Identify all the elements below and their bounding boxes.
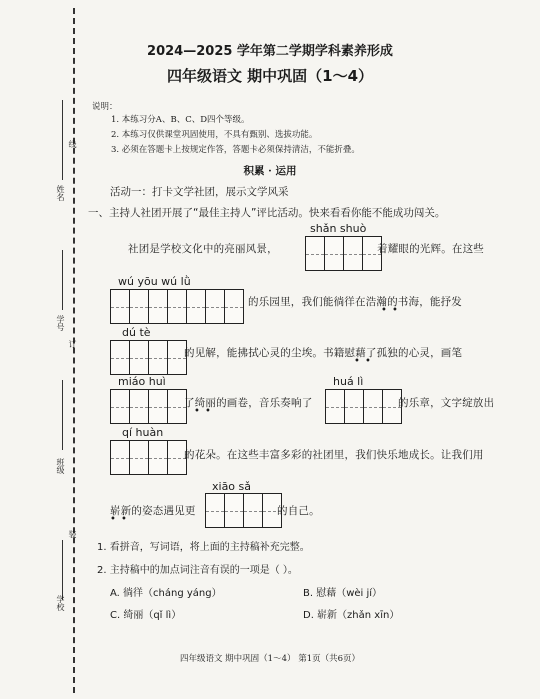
answer-grid-miaohui[interactable] xyxy=(110,389,187,424)
emphasis-dot: • xyxy=(121,514,127,525)
passage-text: 崭新的姿态遇见更 xyxy=(110,505,196,517)
passage-text: 的见解，能拂拭心灵的尘埃。书籍慰藉了孤独的心灵，画笔 xyxy=(184,347,463,359)
answer-grid-wuyouwulu[interactable] xyxy=(110,289,244,324)
emphasis-dot: • xyxy=(392,305,398,316)
option-d[interactable]: D. 崭新（zhǎn xīn） xyxy=(303,610,400,621)
pinyin-xiaosa: xiāo sǎ xyxy=(212,480,252,493)
emphasis-dot: • xyxy=(365,356,371,367)
answer-grid-qihuan[interactable] xyxy=(110,440,187,475)
emphasis-dot: • xyxy=(110,514,116,525)
margin-rule xyxy=(62,250,63,310)
margin-student-no-label: 学号 xyxy=(56,315,65,331)
margin-cut-mark: 订 xyxy=(68,340,77,348)
pinyin-dute: dú tè xyxy=(122,326,151,339)
answer-grid-shanshuo[interactable] xyxy=(305,236,382,271)
passage-text: 着耀眼的光辉。在这些 xyxy=(377,243,484,255)
passage-text: 了绮丽的画卷，音乐奏响了 xyxy=(184,397,313,409)
emphasis-dot: • xyxy=(354,356,360,367)
answer-grid-huali[interactable] xyxy=(325,389,402,424)
pinyin-wuyouwulu: wú yōu wú lǜ xyxy=(118,275,191,288)
passage-text: 的乐章，文字绽放出 xyxy=(398,397,495,409)
binding-dashed-line xyxy=(73,8,75,693)
emphasis-dot: • xyxy=(205,406,211,417)
pinyin-qihuan: qí huàn xyxy=(122,426,164,439)
question-intro: 一、主持人社团开展了“最佳主持人”评比活动。快来看看你能不能成功闯关。 xyxy=(88,207,446,219)
margin-cut-mark: 装 xyxy=(68,530,77,538)
margin-school-label: 学校 xyxy=(56,595,65,611)
margin-rule xyxy=(62,380,63,450)
pinyin-miaohui: miáo huì xyxy=(118,375,166,388)
pinyin-huali: huá lì xyxy=(333,375,364,388)
instructions-heading: 说明： xyxy=(92,102,118,112)
activity-title: 活动一：打卡文学社团，展示文学风采 xyxy=(110,186,289,198)
question-1: 1. 看拼音，写词语，将上面的主持稿补充完整。 xyxy=(97,542,310,553)
page-footer: 四年级语文 期中巩固（1～4） 第1页（共6页） xyxy=(179,654,361,664)
passage-text: 的乐园里，我们能徜徉在浩瀚的书海，能抒发 xyxy=(248,296,462,308)
margin-name-label: 姓名 xyxy=(56,185,65,201)
passage-text: 的花朵。在这些丰富多彩的社团里，我们快乐地成长。让我们用 xyxy=(184,449,484,461)
emphasis-dot: • xyxy=(194,406,200,417)
margin-class-label: 班级 xyxy=(56,458,65,474)
exam-title: 2024—2025 学年第二学期学科素养形成 xyxy=(147,44,393,59)
option-b[interactable]: B. 慰藉（wèi jí） xyxy=(303,588,383,599)
emphasis-dot: • xyxy=(381,305,387,316)
section-title: 积累 · 运用 xyxy=(243,165,297,177)
margin-cut-mark: 线 xyxy=(68,140,77,148)
answer-grid-dute[interactable] xyxy=(110,340,187,375)
passage-text: 社团是学校文化中的亮丽风景， xyxy=(128,243,278,255)
instruction-item: 2. 本练习仅供课堂巩固使用，不具有甄别、选拔功能。 xyxy=(111,130,318,140)
option-c[interactable]: C. 绮丽（qǐ lì） xyxy=(110,610,182,621)
question-2: 2. 主持稿中的加点词注音有误的一项是（ ）。 xyxy=(97,565,298,576)
exam-subtitle: 四年级语文 期中巩固（1～4） xyxy=(166,67,374,85)
margin-rule xyxy=(62,540,63,600)
instruction-item: 3. 必须在答题卡上按规定作答，答题卡必须保持清洁，不能折叠。 xyxy=(111,145,360,155)
option-a[interactable]: A. 徜徉（cháng yáng） xyxy=(110,588,222,599)
pinyin-shanshuo: shǎn shuò xyxy=(310,222,367,235)
instruction-item: 1. 本练习分A、B、C、D四个等级。 xyxy=(111,115,250,125)
answer-grid-xiaosa[interactable] xyxy=(205,493,282,528)
passage-text: 的自己。 xyxy=(277,505,320,517)
